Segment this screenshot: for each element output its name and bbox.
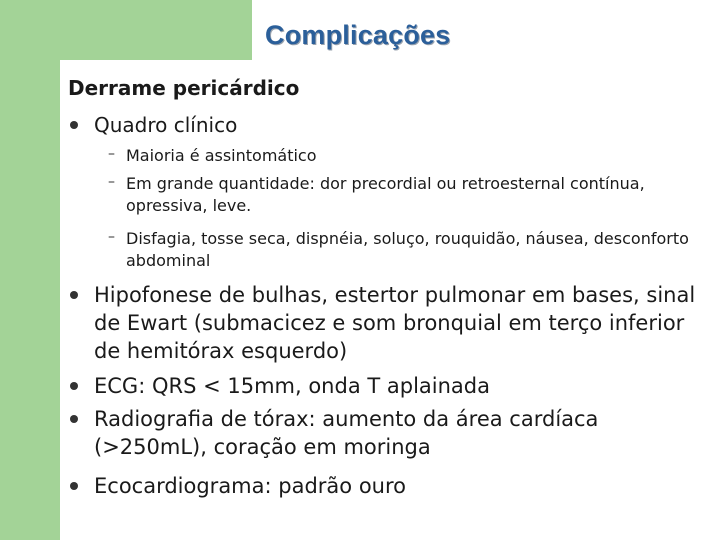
slide-title: Complicações [265, 20, 451, 50]
bullet-marker [70, 482, 78, 490]
bullet-marker [70, 382, 78, 390]
sub-bullet-marker: – [108, 229, 115, 245]
header-band [0, 0, 252, 60]
section-heading: Derrame pericárdico [68, 76, 300, 100]
bullet-item: Hipofonese de bulhas, estertor pulmonar em bases, sinal de Ewart (submacicez e som bronquial em terço inferior de hemitórax esquerdo) [94, 283, 696, 363]
bullet-item: Quadro clínico [94, 113, 238, 137]
sub-bullet-marker: – [108, 146, 115, 162]
bullet-item: ECG: QRS < 15mm, onda T aplainada [94, 374, 490, 398]
left-band [0, 60, 60, 540]
sub-bullet-item: Maioria é assintomático [126, 146, 317, 165]
bullet-item: Radiografia de tórax: aumento da área cardíaca (>250mL), coração em moringa [94, 407, 599, 459]
bullet-item: Ecocardiograma: padrão ouro [94, 474, 406, 498]
sub-bullet-marker: – [108, 174, 115, 190]
bullet-marker [70, 415, 78, 423]
bullet-marker [70, 291, 78, 299]
sub-bullet-item: Disfagia, tosse seca, dispnéia, soluço, rouquidão, náusea, desconforto abdominal [126, 229, 689, 270]
bullet-marker [70, 121, 78, 129]
sub-bullet-item: Em grande quantidade: dor precordial ou retroesternal contínua, opressiva, leve. [126, 174, 645, 215]
